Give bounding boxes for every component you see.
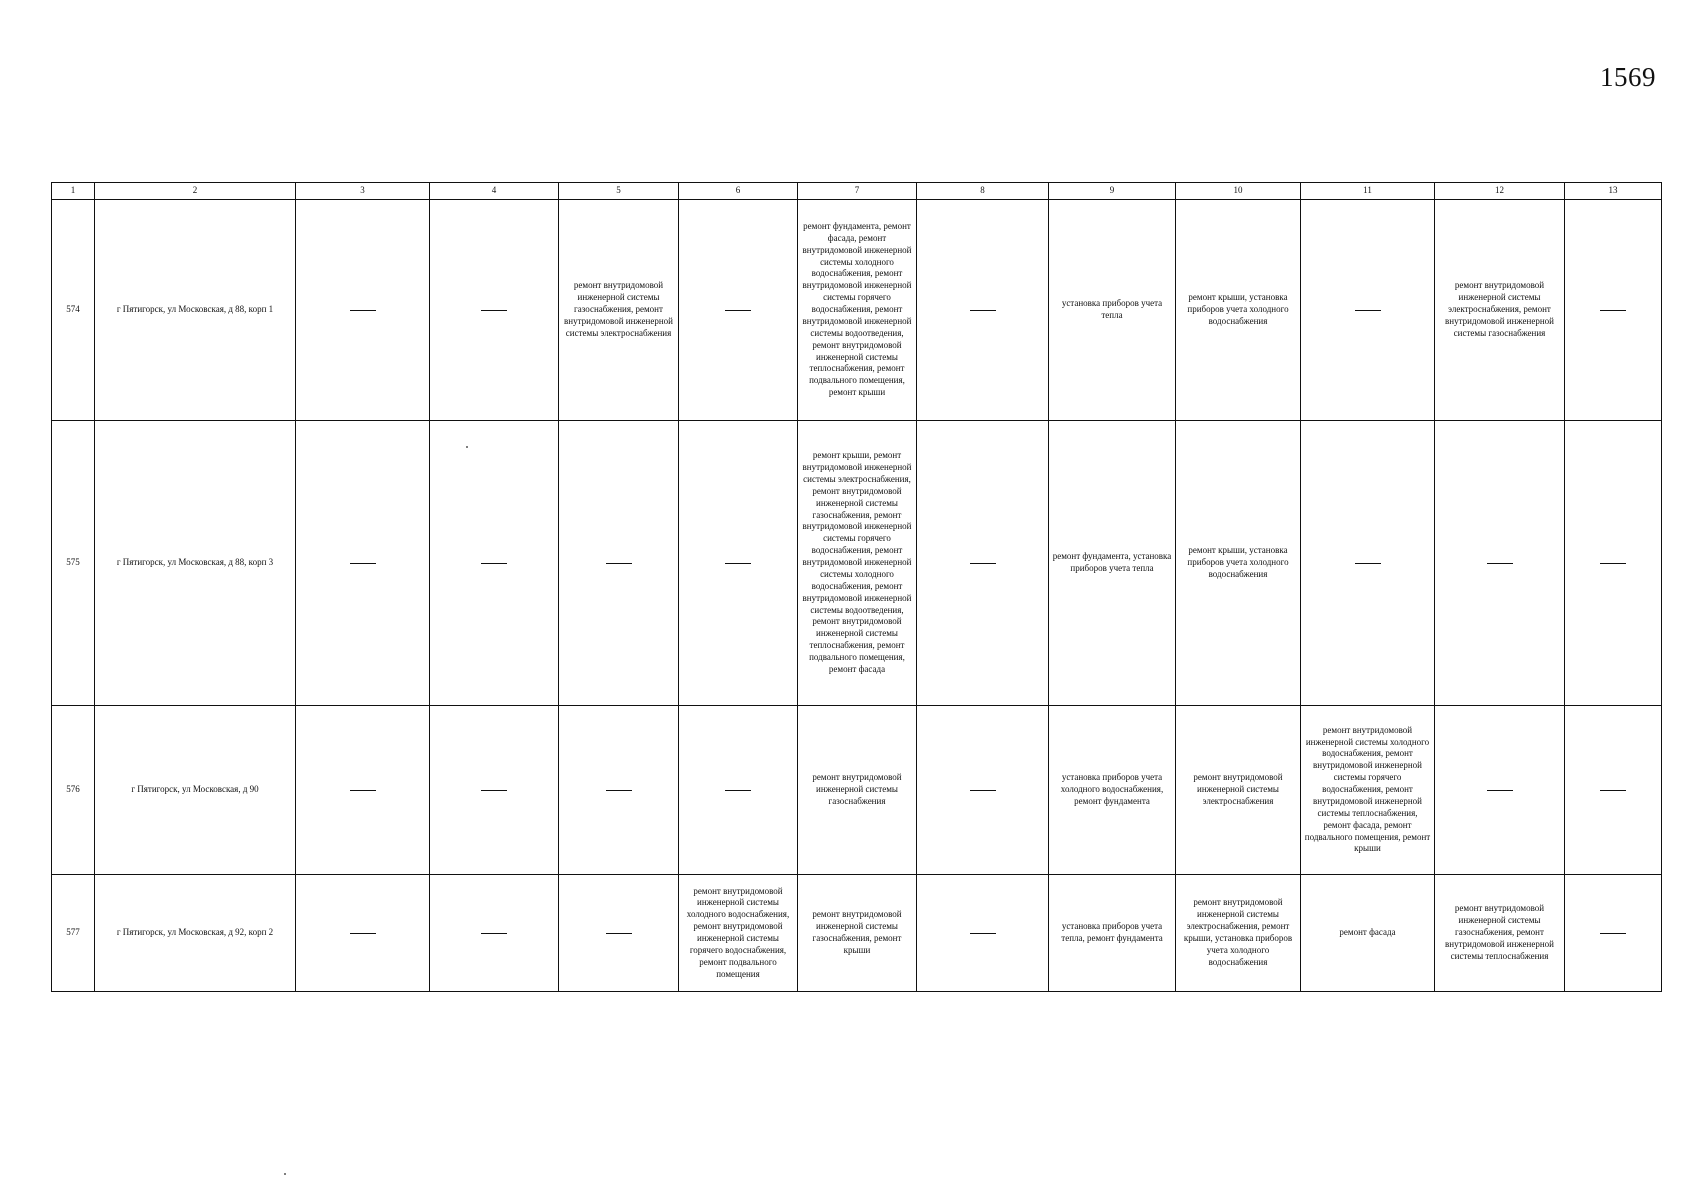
dash-mark (725, 563, 751, 564)
dash-mark (1487, 563, 1513, 564)
address-cell: г Пятигорск, ул Московская, д 90 (95, 706, 296, 875)
empty-cell (296, 200, 430, 421)
empty-cell (1565, 421, 1662, 706)
work-cell: ремонт фундамента, ремонт фасада, ремонт внутридомовой инженерной системы холодного водоснабжения, ремонт внутридомовой инженерной системы горячего водоснабжения, ремонт внутридомовой инженерной системы водоотведения, ремонт внутридомовой инженерной системы теплоснабжения, ремонт подвального помещения, ремонт крыши (798, 200, 917, 421)
empty-cell (559, 875, 679, 992)
empty-cell (1565, 875, 1662, 992)
column-header: 2 (95, 183, 296, 200)
column-header: 9 (1049, 183, 1176, 200)
dash-mark (481, 933, 507, 934)
table-row (52, 421, 1662, 706)
dash-mark (970, 790, 996, 791)
empty-cell (1301, 421, 1435, 706)
dash-mark (481, 563, 507, 564)
work-cell: установка приборов учета тепла, ремонт фундамента (1049, 875, 1176, 992)
empty-cell (679, 421, 798, 706)
scan-speck (284, 1173, 286, 1175)
dash-mark (350, 563, 376, 564)
row-number: 575 (52, 421, 95, 706)
dash-mark (481, 310, 507, 311)
column-header: 8 (917, 183, 1049, 200)
dash-mark (1600, 310, 1626, 311)
dash-mark (970, 933, 996, 934)
row-number: 576 (52, 706, 95, 875)
row-number: 577 (52, 875, 95, 992)
address-cell: г Пятигорск, ул Московская, д 92, корп 2 (95, 875, 296, 992)
work-cell: ремонт внутридомовой инженерной системы холодного водоснабжения, ремонт внутридомовой инженерной системы горячего водоснабжения, ремонт подвального помещения (679, 875, 798, 992)
work-cell: ремонт внутридомовой инженерной системы электроснабжения (1176, 706, 1301, 875)
address-cell: г Пятигорск, ул Московская, д 88, корп 1 (95, 200, 296, 421)
column-header: 3 (296, 183, 430, 200)
scan-speck (466, 446, 468, 448)
empty-cell (559, 706, 679, 875)
page-number: 1569 (1600, 62, 1656, 92)
work-cell: ремонт внутридомовой инженерной системы газоснабжения, ремонт крыши (798, 875, 917, 992)
dash-mark (1355, 310, 1381, 311)
empty-cell (917, 200, 1049, 421)
empty-cell (1435, 706, 1565, 875)
dash-mark (606, 790, 632, 791)
table-row (52, 200, 1662, 421)
dash-mark (970, 310, 996, 311)
table-row (52, 706, 1662, 875)
work-cell: ремонт фундамента, установка приборов учета тепла (1049, 421, 1176, 706)
dash-mark (1487, 790, 1513, 791)
dash-mark (725, 310, 751, 311)
work-cell: ремонт внутридомовой инженерной системы электроснабжения, ремонт внутридомовой инженерной системы газоснабжения (1435, 200, 1565, 421)
work-cell: установка приборов учета холодного водоснабжения, ремонт фундамента (1049, 706, 1176, 875)
work-cell: ремонт внутридомовой инженерной системы холодного водоснабжения, ремонт внутридомовой инженерной системы горячего водоснабжения, ремонт внутридомовой инженерной системы теплоснабжения, ремонт фасада, ремонт подвального помещения, ремонт крыши (1301, 706, 1435, 875)
empty-cell (679, 200, 798, 421)
address-cell: г Пятигорск, ул Московская, д 88, корп 3 (95, 421, 296, 706)
dash-mark (725, 790, 751, 791)
dash-mark (350, 933, 376, 934)
dash-mark (481, 790, 507, 791)
work-cell: ремонт крыши, ремонт внутридомовой инженерной системы электроснабжения, ремонт внутридомовой инженерной системы газоснабжения, ремонт внутридомовой инженерной системы горячего водоснабжения, ремонт внутридомовой инженерной системы холодного водоснабжения, ремонт внутридомовой инженерной системы водоотведения, ремонт внутридомовой инженерной системы теплоснабжения, ремонт подвального помещения, ремонт фасада (798, 421, 917, 706)
empty-cell (296, 421, 430, 706)
work-cell: ремонт внутридомовой инженерной системы газоснабжения, ремонт внутридомовой инженерной системы теплоснабжения (1435, 875, 1565, 992)
column-number-row (52, 183, 1662, 200)
dash-mark (1600, 933, 1626, 934)
empty-cell (917, 875, 1049, 992)
dash-mark (1600, 790, 1626, 791)
column-header: 13 (1565, 183, 1662, 200)
empty-cell (679, 706, 798, 875)
column-header: 1 (52, 183, 95, 200)
work-cell: ремонт внутридомовой инженерной системы газоснабжения, ремонт внутридомовой инженерной системы электроснабжения (559, 200, 679, 421)
repair-schedule-table (51, 182, 1662, 992)
work-cell: ремонт крыши, установка приборов учета холодного водоснабжения (1176, 200, 1301, 421)
dash-mark (606, 933, 632, 934)
empty-cell (1301, 200, 1435, 421)
column-header: 11 (1301, 183, 1435, 200)
column-header: 6 (679, 183, 798, 200)
empty-cell (559, 421, 679, 706)
column-header: 10 (1176, 183, 1301, 200)
column-header: 12 (1435, 183, 1565, 200)
empty-cell (430, 706, 559, 875)
empty-cell (1565, 706, 1662, 875)
work-cell: ремонт внутридомовой инженерной системы газоснабжения (798, 706, 917, 875)
empty-cell (917, 421, 1049, 706)
work-cell: установка приборов учета тепла (1049, 200, 1176, 421)
column-header: 7 (798, 183, 917, 200)
dash-mark (1355, 563, 1381, 564)
empty-cell (1565, 200, 1662, 421)
dash-mark (970, 563, 996, 564)
work-cell: ремонт крыши, установка приборов учета холодного водоснабжения (1176, 421, 1301, 706)
empty-cell (430, 875, 559, 992)
empty-cell (917, 706, 1049, 875)
table-row (52, 875, 1662, 992)
empty-cell (430, 200, 559, 421)
empty-cell (296, 875, 430, 992)
dash-mark (1600, 563, 1626, 564)
dash-mark (606, 563, 632, 564)
dash-mark (350, 310, 376, 311)
column-header: 5 (559, 183, 679, 200)
column-header: 4 (430, 183, 559, 200)
row-number: 574 (52, 200, 95, 421)
work-cell: ремонт фасада (1301, 875, 1435, 992)
dash-mark (350, 790, 376, 791)
empty-cell (296, 706, 430, 875)
work-cell: ремонт внутридомовой инженерной системы электроснабжения, ремонт крыши, установка приборов учета холодного водоснабжения (1176, 875, 1301, 992)
empty-cell (430, 421, 559, 706)
empty-cell (1435, 421, 1565, 706)
